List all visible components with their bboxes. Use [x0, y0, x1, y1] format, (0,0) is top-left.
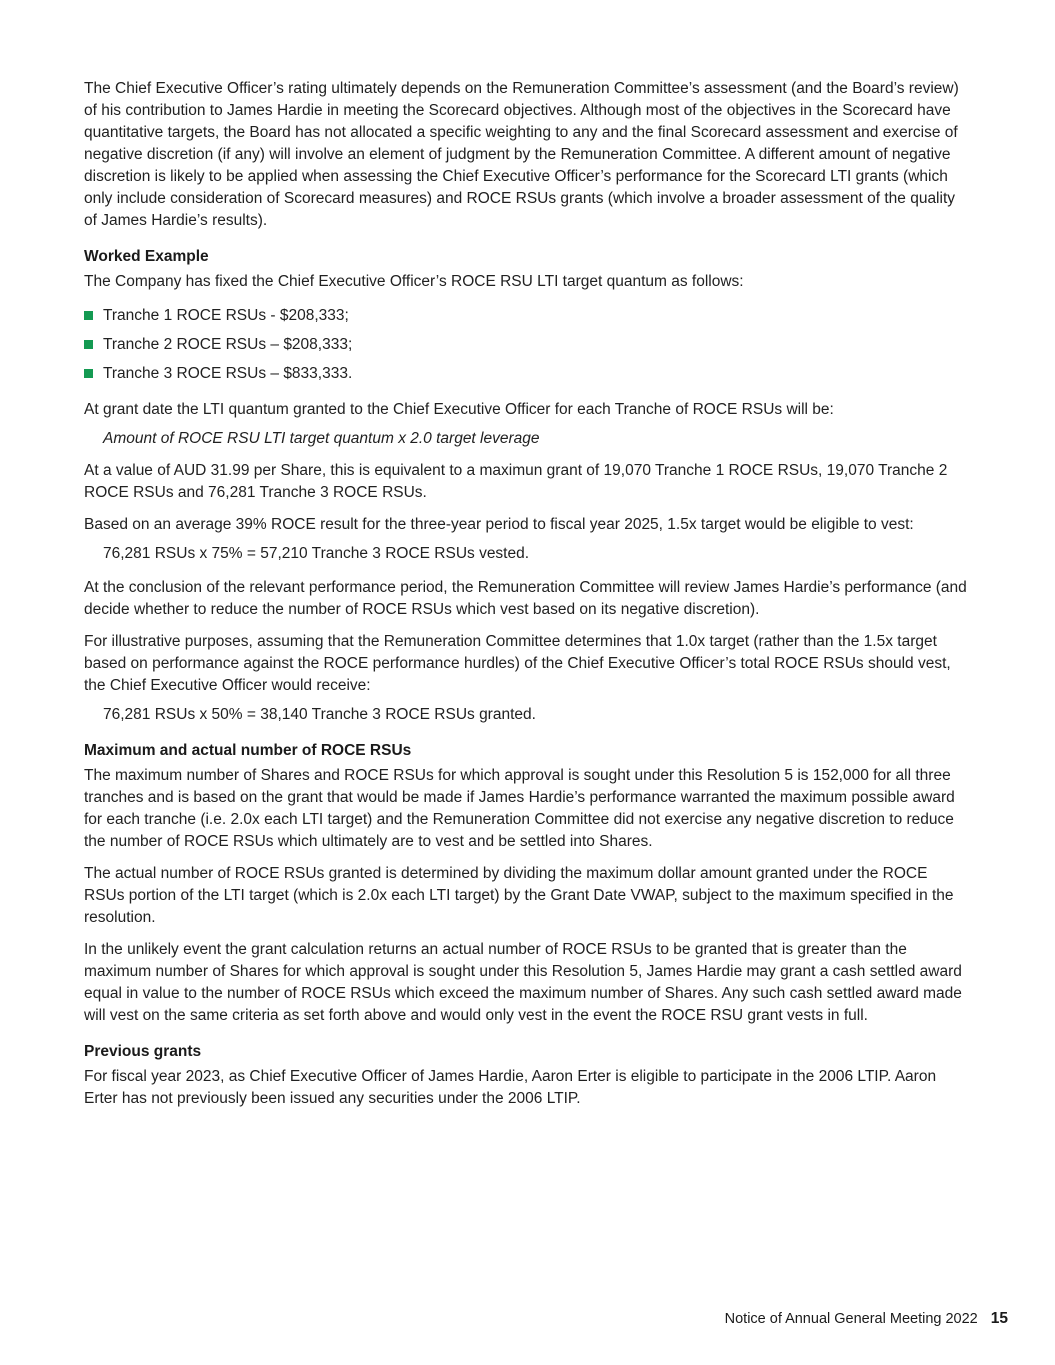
- value-paragraph: At a value of AUD 31.99 per Share, this is equivalent to a maximun grant of 19,070 Tranche 1 ROCE RSUs, 19,070 Tranche 2 ROCE RSUs and 76,281 Tranche 3 ROCE RSUs.: [84, 462, 948, 501]
- bullet-square-icon: [84, 369, 93, 378]
- worked-example-heading: Worked Example: [84, 248, 209, 265]
- calc-vested-line: 76,281 RSUs x 75% = 57,210 Tranche 3 ROCE RSUs vested.: [103, 545, 530, 562]
- intro-paragraph: The Chief Executive Officer’s rating ultimately depends on the Remuneration Committee’s assessment (and the Board’s review) of his contribution to James Hardie in meeting the Scorecard objectives. Although most of the objectives in the Scorecard have quantitative targets, the Board has not allocated a specific weighting to any and the final Scorecard assessment and exercise of negative discretion (if any) will involve an element of judgment by the Remuneration Committee. A different amount of negative discretion is likely to be applied when assessing the Chief Executive Officer’s performance for the Scorecard LTI grants (which only include consideration of Scorecard measures) and ROCE RSUs grants (which involve a broader assessment of the quality of James Hardie’s results).: [84, 80, 959, 229]
- tranche-bullet-list: [84, 305, 968, 385]
- based-paragraph: Based on an average 39% ROCE result for the three-year period to fiscal year 2025, 1.5x target would be eligible to vest:: [84, 516, 914, 533]
- bullet-square-icon: [84, 340, 93, 349]
- list-item-tranche-1: [84, 305, 968, 327]
- calc-granted-line: 76,281 RSUs x 50% = 38,140 Tranche 3 ROCE RSUs granted.: [103, 706, 536, 723]
- page-content: [84, 78, 968, 1110]
- bullet-square-icon: [84, 311, 93, 320]
- list-item-tranche-3: [84, 363, 968, 385]
- maximum-paragraph-2: The actual number of ROCE RSUs granted is determined by dividing the maximum dollar amount granted under the ROCE RSUs portion of the LTI target (which is 2.0x each LTI target) by the Grant Date VWAP, subject to the maximum specified in the resolution.: [84, 865, 954, 926]
- maximum-paragraph-3: In the unlikely event the grant calculation returns an actual number of ROCE RSUs to be granted that is greater than the maximum number of Shares for which approval is sought under this Resolution 5, James Hardie may grant a cash settled award equal in value to the number of ROCE RSUs which exceed the maximum number of Shares. Any such cash settled award made will vest on the same criteria as set forth above and would only vest in the event the ROCE RSU grant vests in full.: [84, 941, 962, 1024]
- formula-line: Amount of ROCE RSU LTI target quantum x 2.0 target leverage: [103, 430, 540, 447]
- worked-example-intro: The Company has fixed the Chief Executive Officer’s ROCE RSU LTI target quantum as follows:: [84, 273, 744, 290]
- maximum-paragraph-1: The maximum number of Shares and ROCE RSUs for which approval is sought under this Resolution 5 is 152,000 for all three tranches and is based on the grant that would be made if James Hardie’s performance warranted the maximum possible award for each tranche (i.e. 2.0x each LTI target) and the Remuneration Committee did not exercise any negative discretion to reduce the number of ROCE RSUs which ultimately are to vest and be settled into Shares.: [84, 767, 955, 850]
- list-item-tranche-2: [84, 334, 968, 356]
- list-item-text: Tranche 2 ROCE RSUs – $208,333;: [103, 336, 353, 353]
- previous-grants-heading: Previous grants: [84, 1043, 202, 1060]
- page-footer: [725, 1310, 1008, 1328]
- footer-title: Notice of Annual General Meeting 2022: [724, 1311, 978, 1327]
- page-number: 15: [990, 1310, 1008, 1327]
- maximum-heading: Maximum and actual number of ROCE RSUs: [84, 742, 412, 759]
- list-item-text: Tranche 1 ROCE RSUs - $208,333;: [103, 307, 349, 324]
- previous-grants-paragraph: For fiscal year 2023, as Chief Executive Officer of James Hardie, Aaron Erter is eligible to participate in the 2006 LTIP. Aaron Erter has not previously been issued any securities under the 2006 LTIP.: [84, 1068, 937, 1107]
- illustrative-paragraph: For illustrative purposes, assuming that the Remuneration Committee determines that 1.0x target (rather than the 1.5x target based on performance against the ROCE performance hurdles) of the Chief Executive Officer’s total ROCE RSUs should vest, the Chief Executive Officer would receive:: [84, 633, 951, 694]
- conclusion-paragraph: At the conclusion of the relevant performance period, the Remuneration Committee will review James Hardie’s performance (and decide whether to reduce the number of ROCE RSUs which vest based on its negative discretion).: [84, 579, 967, 618]
- grant-date-paragraph: At grant date the LTI quantum granted to the Chief Executive Officer for each Tranche of ROCE RSUs will be:: [84, 401, 834, 418]
- list-item-text: Tranche 3 ROCE RSUs – $833,333.: [103, 365, 353, 382]
